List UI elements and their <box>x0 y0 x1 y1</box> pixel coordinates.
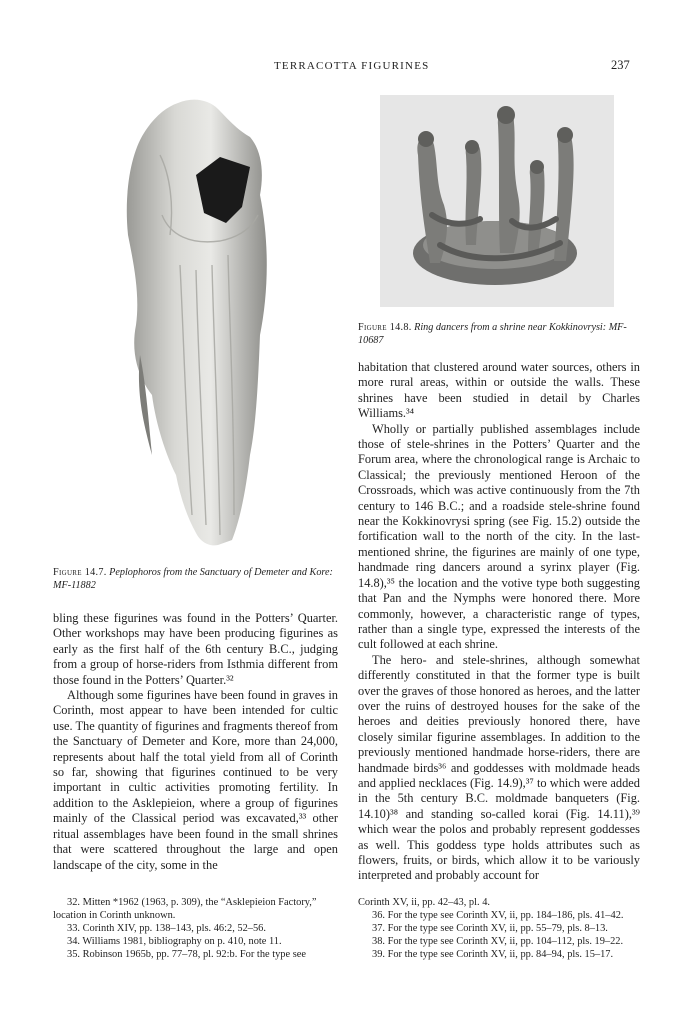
figure-14-7-photo <box>100 95 305 550</box>
body-column-right <box>358 360 640 884</box>
page-number: 237 <box>611 58 630 72</box>
body-paragraph: bling these figurines was found in the Potters’ Quarter. Other workshops may have been producing figurines as early as the first half of the 6th century B.C., judging from a group of horse-riders from Isthmia different from those found in the Potters’ Quarter.³² <box>53 611 338 687</box>
running-head: TERRACOTTA FIGURINES <box>274 60 430 72</box>
figure-14-8-photo <box>380 95 614 307</box>
body-paragraph: Wholly or partially published assemblages include those of stele-shrines in the Potters’ Quarter and the Forum area, where the chronological range is Archaic to Classical; the previously mentioned Heroon of the Crossroads, which was active continuously from the 7th century to 146 B.C.; and a roadside stele-shrine found near the Kokkinovrysi spring (see Fig. 15.2) outside the fortification wall to the north of the city. In the last-mentioned shrine, the figurines are mainly of one type, handmade ring dancers around a syrinx player (Fig. 14.8),³⁵ the location and the votive type both suggesting that Pan and the Nymphs were honored there. More commonly, however, a characteristic range of types, rather than a single type, expressed the interests of the cult followed at each shrine. <box>358 421 640 652</box>
body-paragraph: The hero- and stele-shrines, although somewhat differently constituted in that the former type is built over the graves of those honored as heroes, and the latter over the ruins of destroyed houses for the sake of the heroes and deities previously honored there, have closely similar figurine assemblages. In addition to the previously mentioned handmade horse-riders, there are handmade birds³⁶ and goddesses with moldmade heads and applied necklaces (Fig. 14.9),³⁷ to which were added in the 5th century B.C. moldmade banqueters (Fig. 14.10)³⁸ and standing so-called korai (Fig. 14.11),³⁹ which wear the polos and probably represent goddesses as well. This goddess type holds attributes such as flowers, fruits, or birds, which allow it to be variously interpreted and probably account for <box>358 652 640 883</box>
footnote: 38. For the type see Corinth XV, ii, pp. 104–112, pls. 19–22. <box>372 936 624 948</box>
footnote: 32. Mitten *1962 (1963, p. 309), the “Asklepieion Factory,” location in Corinth unknown. <box>53 897 317 922</box>
footnote: 36. For the type see Corinth XV, ii, pp. 184–186, pls. 41–42. <box>372 910 624 922</box>
footnote: 35. Robinson 1965b, pp. 77–78, pl. 92:b. For the type see <box>67 949 306 961</box>
footnotes-right <box>358 896 640 961</box>
footnote: 37. For the type see Corinth XV, ii, pp. 55–79, pls. 8–13. <box>372 923 608 935</box>
body-paragraph: Although some figurines have been found in graves in Corinth, most appear to have been intended for cultic use. The quantity of figurines and fragments thereof from the Sanctuary of Demeter and Kore, more than 24,000, represents about half the total yield from all of Corinth so far, showing that figurines continued to be very important in cultic activities promoting fertility. In addition to the Asklepieion, where a group of figurines mainly of the Classical period was excavated,³³ other ritual assemblages have been found in the small shrines that were scattered throughout the large and open landscape of the city, some in the <box>53 688 339 872</box>
body-column-left <box>53 611 338 873</box>
footnote-continuation: Corinth XV, ii, pp. 42–43, pl. 4. <box>358 897 491 908</box>
footnote: 34. Williams 1981, bibliography on p. 410, note 11. <box>67 936 282 948</box>
caption-text: Ring dancers from a shrine near Kokkinovrysi: MF-10687 <box>358 322 627 346</box>
footnote: 39. For the type see Corinth XV, ii, pp. 84–94, pls. 15–17. <box>372 949 614 961</box>
figure-label: Figure 14.8. <box>358 322 412 333</box>
figure-14-7-caption <box>53 566 338 592</box>
caption-text: Peplophoros from the Sanctuary of Demeter and Kore: MF-11882 <box>53 567 333 591</box>
figure-14-8-caption <box>358 321 638 347</box>
figure-label: Figure 14.7. <box>53 567 107 578</box>
body-paragraph: habitation that clustered around water sources, others in more rural areas, within or outside the walls. These shrines have been studied in detail by Charles Williams.³⁴ <box>358 360 640 421</box>
footnote: 33. Corinth XIV, pp. 138–143, pls. 46:2, 52–56. <box>67 923 266 935</box>
footnotes-left <box>53 896 338 961</box>
